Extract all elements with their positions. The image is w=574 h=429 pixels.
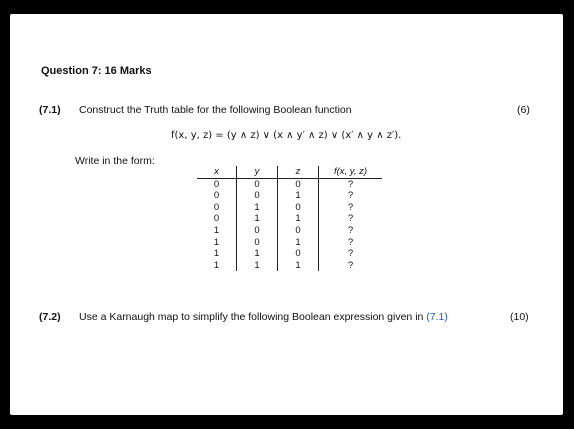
write-in-label: Write in the form: <box>75 155 155 167</box>
q1-text: Construct the Truth table for the following Boolean function <box>79 104 352 116</box>
cell-y: 1 <box>237 202 278 214</box>
cell-y: 1 <box>237 260 278 272</box>
cell-z: 0 <box>278 248 319 260</box>
cell-f: ? <box>319 237 383 249</box>
cell-y: 0 <box>237 237 278 249</box>
table-row <box>197 248 382 260</box>
header-y: y <box>237 166 278 178</box>
q2-text: Use a Karnaugh map to simplify the following Boolean expression given in <box>79 311 424 323</box>
cell-x: 0 <box>213 213 220 225</box>
cell-x: 1 <box>213 259 220 271</box>
table-row <box>197 178 382 190</box>
cell-z: 0 <box>278 225 319 237</box>
cell-f: ? <box>319 190 383 202</box>
table-row <box>197 237 382 249</box>
question-title: Question 7: 16 Marks <box>41 65 152 77</box>
truth-table <box>197 166 382 271</box>
q2-number: (7.2) <box>39 311 61 323</box>
q1-number: (7.1) <box>39 104 61 116</box>
table-row <box>197 202 382 214</box>
cell-f: ? <box>319 260 383 272</box>
cell-y: 1 <box>237 213 278 225</box>
document-page <box>10 14 563 415</box>
cell-y: 0 <box>237 190 278 202</box>
cell-z: 1 <box>278 213 319 225</box>
cell-x: 0 <box>213 201 220 213</box>
truth-table-header-row <box>197 166 382 178</box>
cell-x: 1 <box>213 224 220 236</box>
cell-z: 1 <box>278 237 319 249</box>
cell-x: 1 <box>213 236 220 248</box>
cell-x: 0 <box>213 178 220 190</box>
cell-f: ? <box>319 248 383 260</box>
cell-y: 0 <box>237 225 278 237</box>
cell-f: ? <box>319 202 383 214</box>
q2-marks: (10) <box>510 311 529 323</box>
table-row <box>197 213 382 225</box>
table-row <box>197 190 382 202</box>
cell-f: ? <box>319 213 383 225</box>
q2-text-wrapper <box>79 311 448 323</box>
q1-marks: (6) <box>517 104 530 116</box>
table-row <box>197 260 382 272</box>
header-f: f(x, y, z) <box>319 166 383 178</box>
cell-z: 1 <box>278 260 319 272</box>
cell-y: 1 <box>237 248 278 260</box>
cell-y: 0 <box>237 178 278 190</box>
cell-f: ? <box>319 225 383 237</box>
boolean-formula: f(x, y, z) = (y ∧ z) ∨ (x ∧ y′ ∧ z) ∨ (x′ ∧ y ∧ z′). <box>171 130 402 141</box>
cell-z: 0 <box>278 178 319 190</box>
q2-reference-link[interactable]: (7.1) <box>426 311 448 323</box>
cell-z: 0 <box>278 202 319 214</box>
cell-x: 0 <box>213 190 220 202</box>
header-x: x <box>197 166 237 178</box>
table-row <box>197 225 382 237</box>
cell-z: 1 <box>278 190 319 202</box>
cell-x: 1 <box>213 248 220 260</box>
header-z: z <box>278 166 319 178</box>
cell-f: ? <box>319 178 383 190</box>
